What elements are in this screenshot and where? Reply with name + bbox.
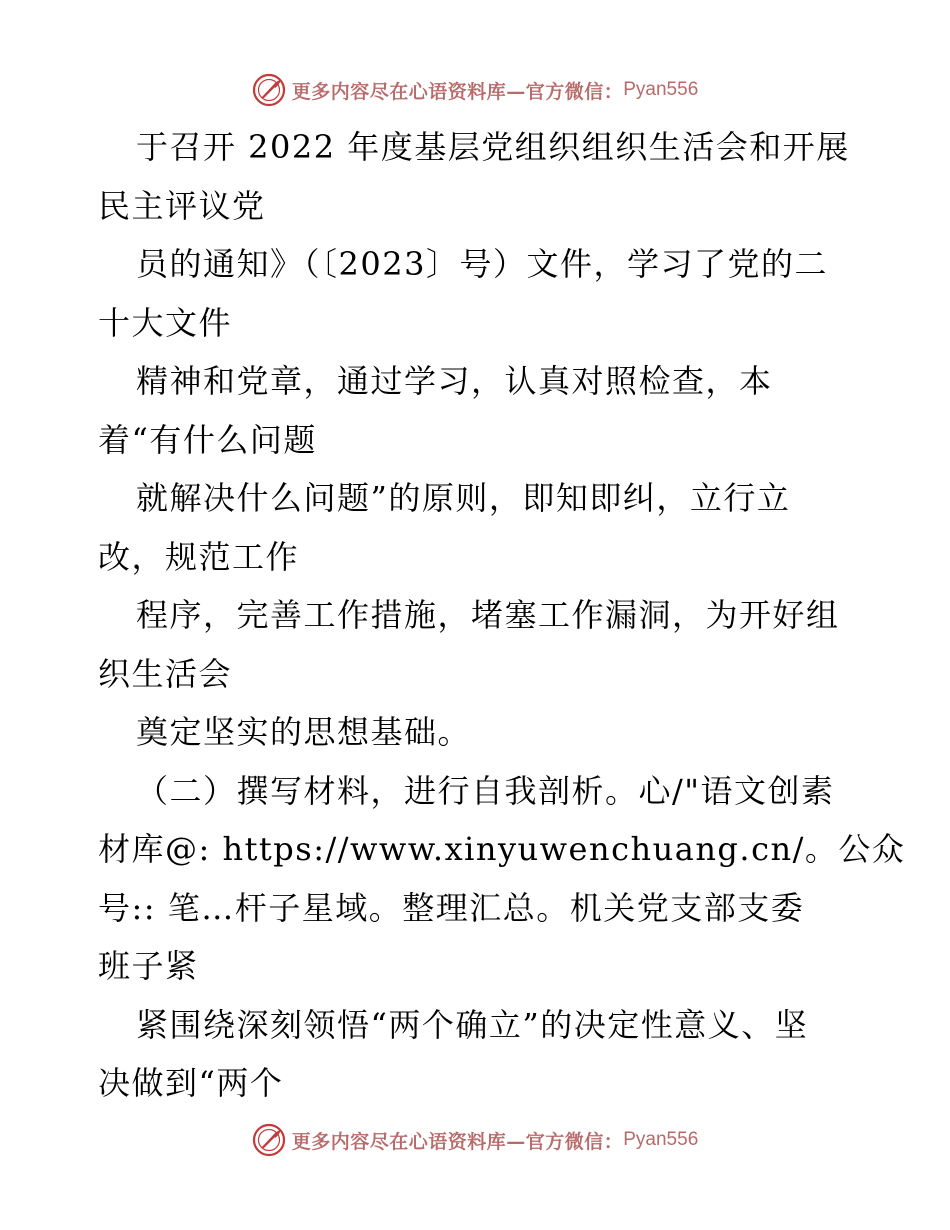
feather-seal-icon <box>252 1123 286 1157</box>
text-line: （二）撰写材料，进行自我剖析。心/"语文创素 <box>136 771 835 810</box>
text-line: 精神和党章，通过学习，认真对照检查，本 <box>136 362 773 400</box>
text-line: 于召开 2022 年度基层党组织组织生活会和开展 <box>136 128 850 166</box>
text-line: 班子紧 <box>98 947 199 985</box>
text-line: 奠定坚实的思想基础。 <box>136 713 472 751</box>
text-line: 号:: 笔…杆子星域。整理汇总。机关党支部支委 <box>98 888 805 927</box>
text-line: 决做到“两个 <box>98 1064 284 1102</box>
text-line: 程序，完善工作措施，堵塞工作漏洞，为开好组 <box>136 596 840 634</box>
text-line: 织生活会 <box>98 654 233 693</box>
watermark-footer <box>0 1120 950 1160</box>
text-line: 民主评议党 <box>98 186 266 225</box>
feather-seal-icon <box>252 73 286 107</box>
text-line: 紧围绕深刻领悟“两个确立”的决定性意义、坚 <box>136 1005 809 1044</box>
text-line: 着“有什么问题 <box>98 420 317 459</box>
watermark-wechat-id: Pyan556 <box>623 79 699 100</box>
watermark-header <box>0 70 950 110</box>
text-line: 员的通知》（〔2023〕号）文件，学习了党的二 <box>136 245 828 283</box>
text-line: 就解决什么问题”的原则，即知即纠，立行立 <box>136 479 791 517</box>
text-line: 改，规范工作 <box>98 537 300 576</box>
text-line: 材库@: https://www.xinyuwenchuang.cn/。公众 <box>98 830 906 868</box>
document-body <box>98 118 906 1113</box>
watermark-wechat-id: Pyan556 <box>623 1129 699 1150</box>
watermark-site-text: 更多内容尽在心语资料库—官方微信： <box>291 1130 624 1153</box>
watermark-site-text: 更多内容尽在心语资料库—官方微信： <box>291 80 624 103</box>
text-line: 十大文件 <box>98 303 233 342</box>
